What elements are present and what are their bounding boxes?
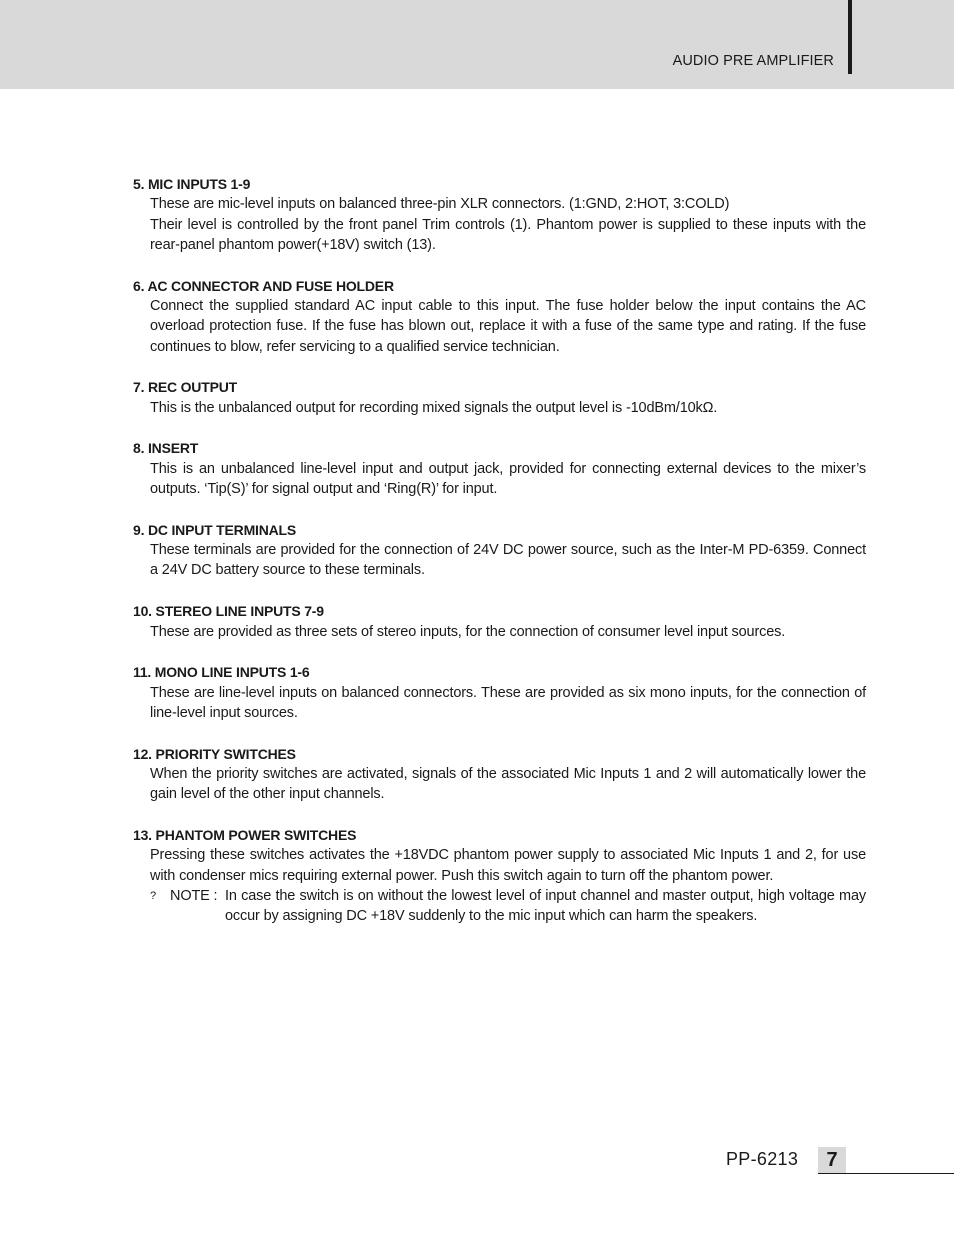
section-paragraph: Pressing these switches activates the +18VDC phantom power supply to associated Mic Inputs 1 and 2, for use with condenser mics requiring external power. Push this switch again to turn off the phantom power. xyxy=(150,847,866,884)
section-stereo-line-inputs xyxy=(133,601,866,642)
section-mono-line-inputs xyxy=(133,662,866,723)
header-divider xyxy=(848,0,852,74)
page-number: 7 xyxy=(826,1149,838,1171)
section-paragraph: These terminals are provided for the connection of 24V DC power source, such as the Inter-M PD-6359. Connect a 24V DC battery source to these terminals. xyxy=(150,542,866,579)
section-paragraph: These are mic-level inputs on balanced three-pin XLR connectors. (1:GND, 2:HOT, 3:COLD) xyxy=(150,196,730,213)
section-paragraph: This is the unbalanced output for recording mixed signals the output level is -10dBm/10kΩ. xyxy=(150,399,718,416)
section-title: 5. MIC INPUTS 1-9 xyxy=(133,176,251,192)
header-band xyxy=(0,0,954,89)
section-paragraph: When the priority switches are activated, signals of the associated Mic Inputs 1 and 2 will automatically lower the gain level of the other input channels. xyxy=(150,766,866,803)
section-title: 10. STEREO LINE INPUTS 7-9 xyxy=(133,603,324,620)
section-paragraph: This is an unbalanced line-level input and output jack, provided for connecting external devices to the mixer’s outputs. ‘Tip(S)’ for signal output and ‘Ring(R)’ for input. xyxy=(150,460,866,498)
footer-divider xyxy=(818,1173,954,1174)
section-title: 8. INSERT xyxy=(133,440,199,457)
section-title: 9. DC INPUT TERMINALS xyxy=(133,521,297,538)
section-title: 13. PHANTOM POWER SWITCHES xyxy=(133,827,357,844)
section-paragraph: Their level is controlled by the front panel Trim controls (1). Phantom power is supplied to these inputs with the rear-panel phantom power(+18V) switch (13). xyxy=(150,216,866,253)
note-label: NOTE : xyxy=(170,888,218,905)
section-paragraph: Connect the supplied standard AC input cable to this input. The fuse holder below the input contains the AC overload protection fuse. If the fuse has blown out, replace it with a fuse of the same type and rating. If the fuse continues to blow, refer servicing to a qualified service technician. xyxy=(150,297,866,355)
footer-model-number: PP-6213 xyxy=(726,1149,799,1169)
footer-page-box xyxy=(818,1147,846,1174)
section-rec-output xyxy=(133,377,866,418)
document-body xyxy=(133,174,866,947)
section-paragraph: These are line-level inputs on balanced connectors. These are provided as six mono inputs, for the connection of line-level input sources. xyxy=(150,684,866,721)
note-text: In case the switch is on without the lowest level of input channel and master output, high voltage may occur by assigning DC +18V suddenly to the mic input which can harm the speakers. xyxy=(225,888,866,925)
section-phantom-power xyxy=(133,825,866,926)
header-title: AUDIO PRE AMPLIFIER xyxy=(672,53,834,69)
section-priority-switches xyxy=(133,744,866,805)
section-ac-connector xyxy=(133,276,866,357)
section-title: 6. AC CONNECTOR AND FUSE HOLDER xyxy=(133,277,394,294)
section-paragraph: These are provided as three sets of stereo inputs, for the connection of consumer level input sources. xyxy=(150,623,786,640)
section-title: 11. MONO LINE INPUTS 1-6 xyxy=(133,664,310,681)
section-mic-inputs xyxy=(133,174,866,255)
note-bullet-icon: ? xyxy=(150,890,156,903)
section-title: 12. PRIORITY SWITCHES xyxy=(133,745,296,762)
note xyxy=(150,886,866,927)
section-title: 7. REC OUTPUT xyxy=(133,379,237,396)
section-dc-input xyxy=(133,520,866,581)
section-insert xyxy=(133,438,866,499)
